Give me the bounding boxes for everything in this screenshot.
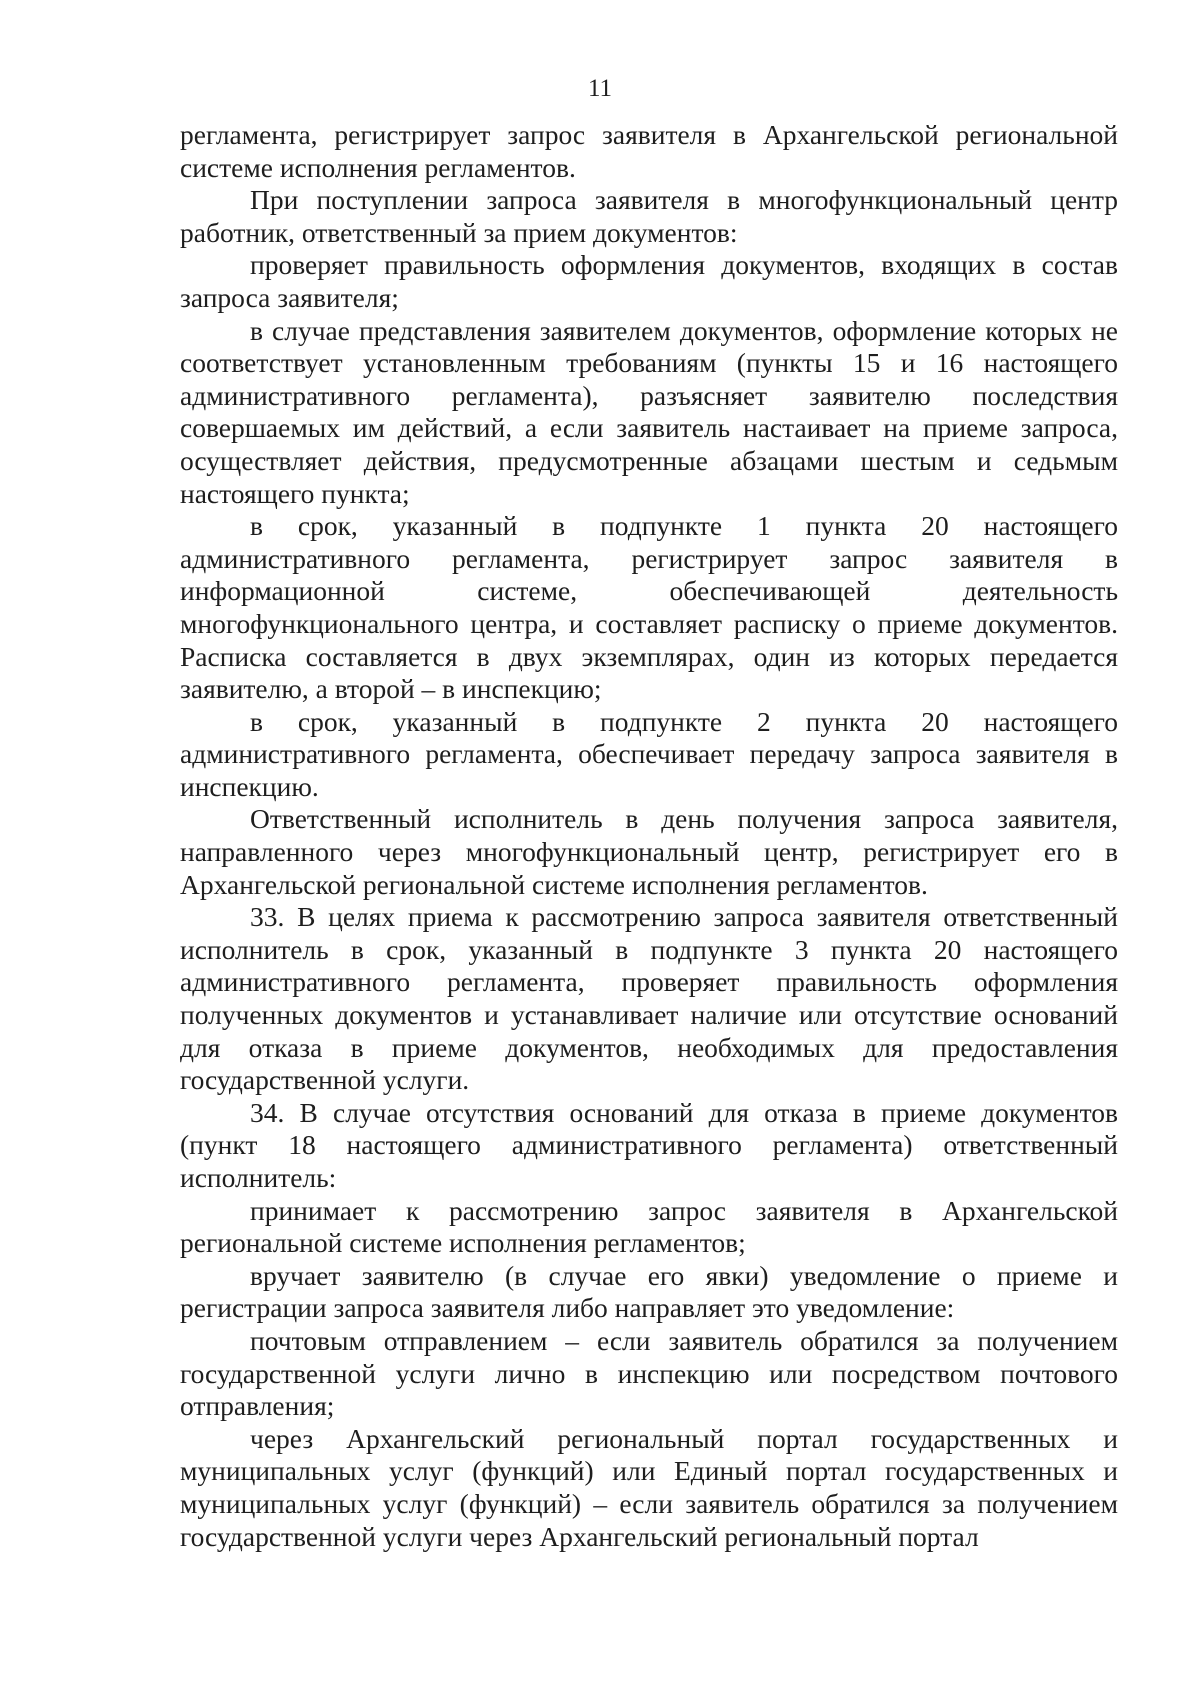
paragraph-noncompliant-documents: в случае представления заявителем документов, оформление которых не соответствует установленным требованиям (пункты 15 и 16 настоящего административного регламента), разъясняет заявителю последствия совершаемых им действий, а если заявитель настаивает на приеме запроса, осуществляет действия, предусмотренные абзацами шестым и седьмым настоящего пункта; <box>180 314 1118 509</box>
paragraph-transfer-request: в срок, указанный в подпункте 2 пункта 20 настоящего административного регламента, обеспечивает передачу запроса заявителя в инспекцию. <box>180 705 1118 802</box>
paragraph-register-receipt: в срок, указанный в подпункте 1 пункта 20 настоящего административного регламента, регистрирует запрос заявителя в информационной системе, обеспечивающей деятельность многофункционального центра, и составляет расписку о приеме документов. Расписка составляется в двух экземплярах, один из которых передается заявителю, а второй – в инспекцию; <box>180 510 1118 705</box>
paragraph-item-33: 33. В целях приема к рассмотрению запроса заявителя ответственный исполнитель в срок, указанный в подпункте 3 пункта 20 настоящего административного регламента, проверяет правильность оформления полученных документов и устанавливает наличие или отсутствие оснований для отказа в приеме документов, необходимых для предоставления государственной услуги. <box>180 901 1118 1096</box>
paragraph-item-34: 34. В случае отсутствия оснований для отказа в приеме документов (пункт 18 настоящего административного регламента) ответственный исполнитель: <box>180 1096 1118 1193</box>
paragraph-check-documents: проверяет правильность оформления документов, входящих в состав запроса заявителя; <box>180 249 1118 313</box>
paragraph-executor-registers: Ответственный исполнитель в день получения запроса заявителя, направленного через многофункциональный центр, регистрирует его в Архангельской региональной системе исполнения регламентов. <box>180 803 1118 900</box>
document-body <box>180 119 1118 1553</box>
paragraph-continuation: регламента, регистрирует запрос заявителя в Архангельской региональной системе исполнения регламентов. <box>180 119 1118 183</box>
page-number: 11 <box>587 75 613 102</box>
paragraph-accepts-request: принимает к рассмотрению запрос заявителя в Архангельской региональной системе исполнения регламентов; <box>180 1194 1118 1259</box>
paragraph-mfc-intake: При поступлении запроса заявителя в многофункциональный центр работник, ответственный за прием документов: <box>180 184 1118 248</box>
paragraph-portal-delivery: через Архангельский региональный портал государственных и муниципальных услуг (функций) или Единый портал государственных и муниципальных услуг (функций) – если заявитель обратился за получением государственной услуги через Архангельский региональный портал <box>180 1422 1118 1552</box>
paragraph-postal-delivery: почтовым отправлением – если заявитель обратился за получением государственной услуги лично в инспекцию или посредством почтового отправления; <box>180 1324 1118 1422</box>
paragraph-hands-notification: вручает заявителю (в случае его явки) уведомление о приеме и регистрации запроса заявителя либо направляет это уведомление: <box>180 1259 1118 1324</box>
